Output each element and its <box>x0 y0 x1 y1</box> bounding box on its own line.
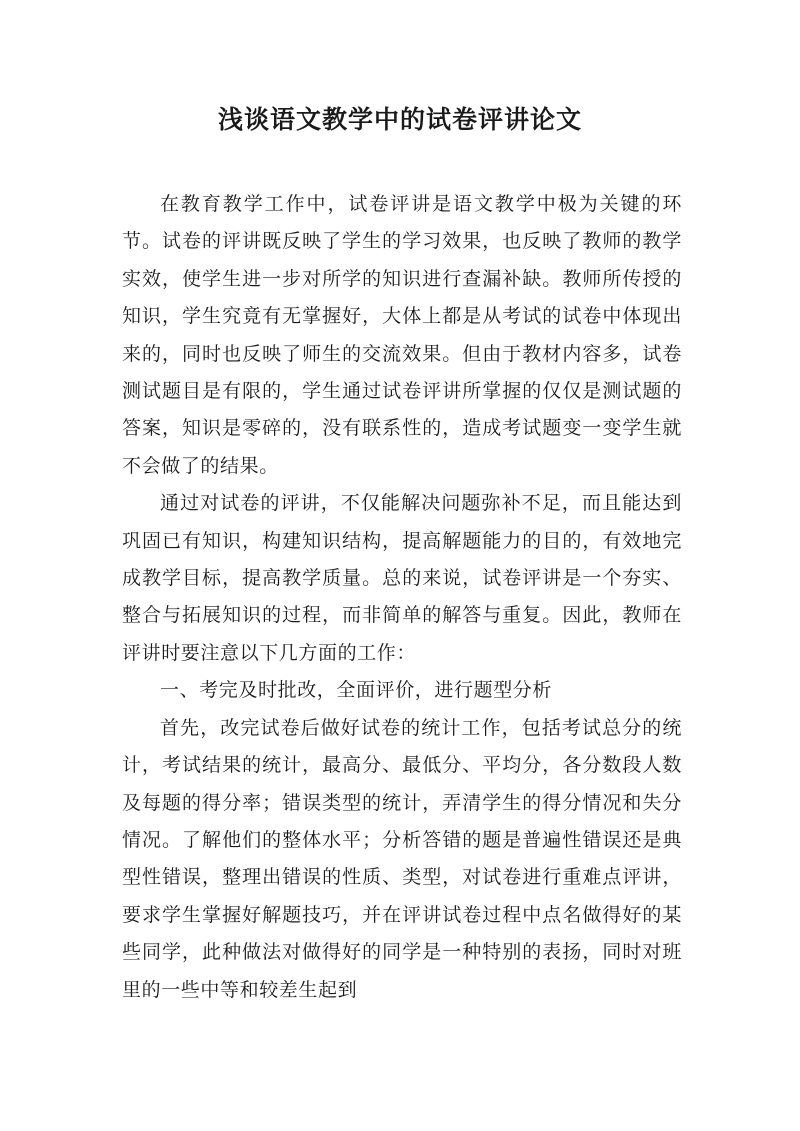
section-heading-1: 一、考完及时批改，全面评价，进行题型分析 <box>160 679 553 702</box>
paragraph-intro: 在教育教学工作中，试卷评讲是语文教学中极为关键的环节。试卷的评讲既反映了学生的学习效果，也反映了教师的教学实效，使学生进一步对所学的知识进行查漏补缺。教师所传授的知识，学生究竟有无掌握好，大体上都是从考试的试卷中体现出来的，同时也反映了师生的交流效果。但由于教材内容多，试卷测试题目是有限的，学生通过试卷评讲所掌握的仅仅是测试题的答案，知识是零碎的，没有联系性的，造成考试题变一变学生就不会做了的结果。 <box>122 193 682 477</box>
paragraph-section-1: 首先，改完试卷后做好试卷的统计工作，包括考试总分的统计，考试结果的统计，最高分、最低分、平均分，各分数段人数及每题的得分率；错误类型的统计，弄清学生的得分情况和失分情况。了解他们的整体水平；分析答错的题是普遍性错误还是典型性错误，整理出错误的性质、类型，对试卷进行重难点评讲，要求学生掌握好解题技巧，并在评讲试卷过程中点名做得好的某些同学，此种做法对做得好的同学是一种特别的表扬，同时对班里的一些中等和较差生起到 <box>122 716 682 1001</box>
document-title: 浅谈语文教学中的试卷评讲论文 <box>217 105 582 134</box>
paragraph-purpose: 通过对试卷的评讲，不仅能解决问题弥补不足，而且能达到巩固已有知识，构建知识结构，提高解题能力的目的，有效地完成教学目标，提高教学质量。总的来说，试卷评讲是一个夯实、整合与拓展知识的过程，而非简单的解答与重复。因此，教师在评讲时要注意以下几方面的工作： <box>122 492 682 664</box>
document-body <box>122 186 682 1009</box>
